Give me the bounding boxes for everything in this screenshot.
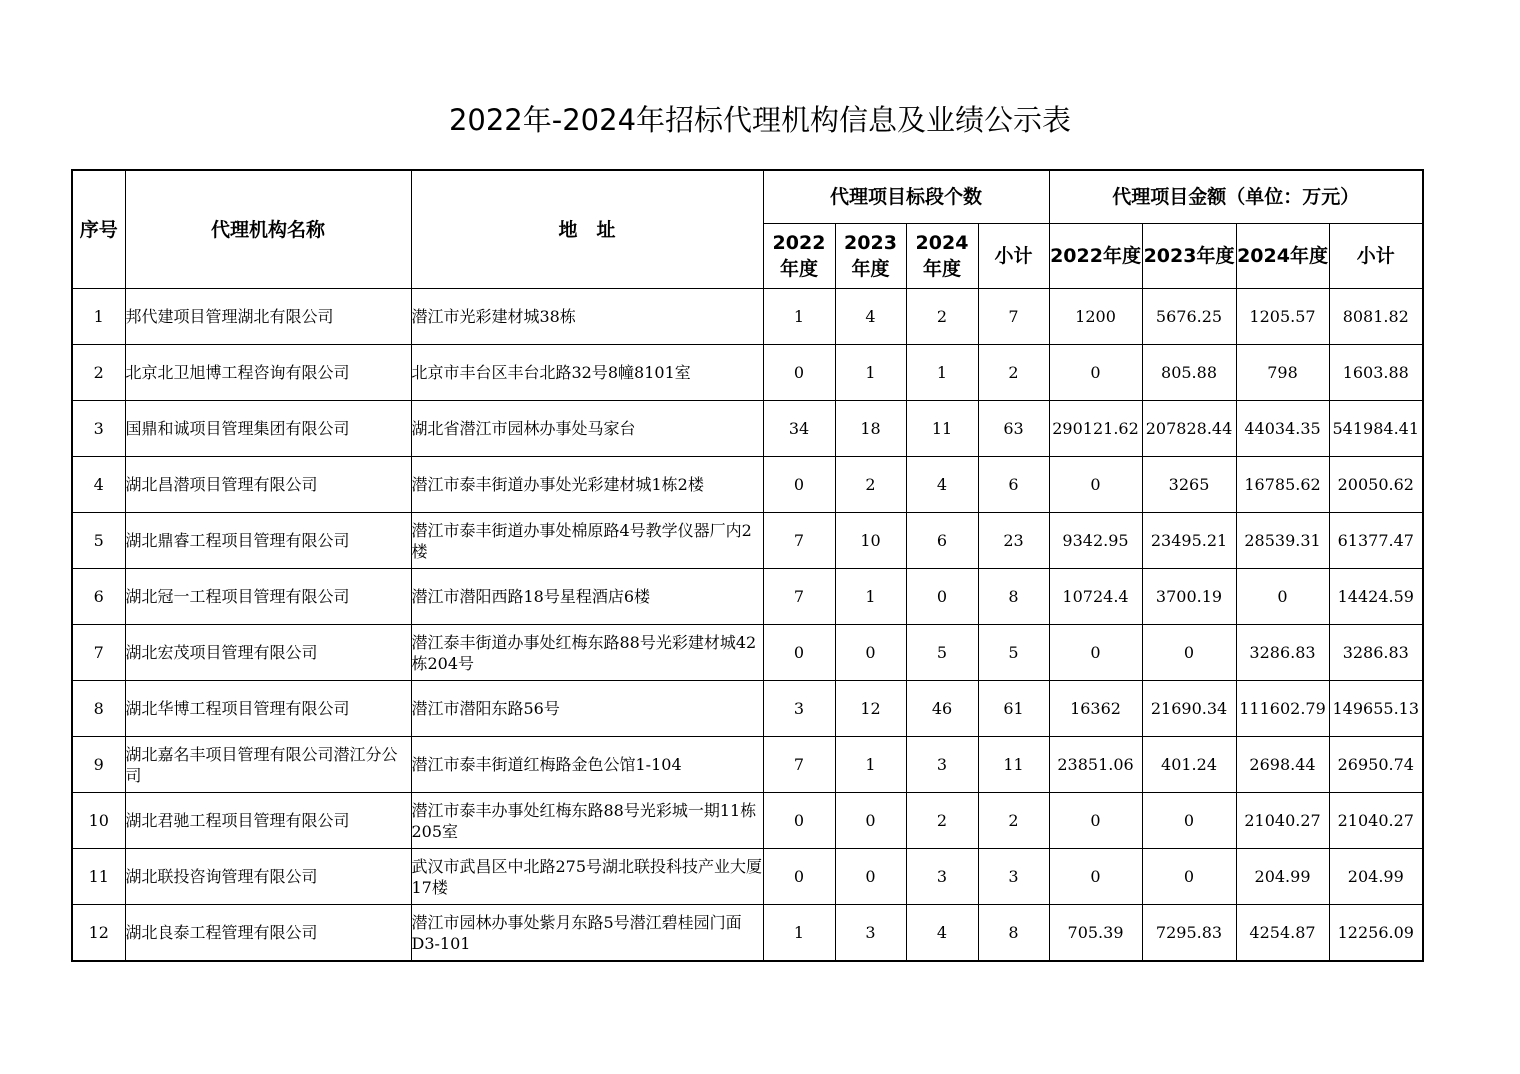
row-amount-2024: 2698.44: [1236, 737, 1329, 793]
header-count-2024: 2024年度: [906, 224, 978, 289]
row-amount-2022: 10724.4: [1049, 569, 1142, 625]
row-count-subtotal: 23: [978, 513, 1049, 569]
row-agency-name: 北京北卫旭博工程咨询有限公司: [125, 345, 411, 401]
row-count-2023: 1: [835, 345, 906, 401]
header-seq: 序号: [72, 170, 125, 289]
row-amount-2023: 5676.25: [1142, 289, 1236, 345]
row-count-2023: 18: [835, 401, 906, 457]
row-count-2023: 10: [835, 513, 906, 569]
row-agency-name: 湖北宏茂项目管理有限公司: [125, 625, 411, 681]
row-agency-name: 湖北联投咨询管理有限公司: [125, 849, 411, 905]
row-address: 潜江市光彩建材城38栋: [411, 289, 763, 345]
table-row: [72, 625, 1423, 681]
row-amount-2023: 207828.44: [1142, 401, 1236, 457]
table-row: [72, 345, 1423, 401]
row-seq: 2: [72, 345, 125, 401]
header-name: 代理机构名称: [125, 170, 411, 289]
row-amount-2022: 16362: [1049, 681, 1142, 737]
header-address: 地 址: [411, 170, 763, 289]
row-count-2024: 4: [906, 457, 978, 513]
row-agency-name: 湖北华博工程项目管理有限公司: [125, 681, 411, 737]
row-amount-2022: 0: [1049, 345, 1142, 401]
row-amount-subtotal: 26950.74: [1329, 737, 1423, 793]
row-seq: 8: [72, 681, 125, 737]
row-count-2023: 1: [835, 569, 906, 625]
row-seq: 10: [72, 793, 125, 849]
header-amount-2023: 2023年度: [1142, 224, 1236, 289]
row-seq: 11: [72, 849, 125, 905]
row-count-2024: 4: [906, 905, 978, 962]
row-amount-2024: 0: [1236, 569, 1329, 625]
row-count-2022: 1: [763, 289, 835, 345]
row-count-2023: 3: [835, 905, 906, 962]
row-amount-2023: 805.88: [1142, 345, 1236, 401]
row-count-2023: 12: [835, 681, 906, 737]
row-count-2023: 0: [835, 849, 906, 905]
row-count-2024: 6: [906, 513, 978, 569]
row-count-2024: 3: [906, 737, 978, 793]
row-address: 潜江市潜阳西路18号星程酒店6楼: [411, 569, 763, 625]
row-count-subtotal: 61: [978, 681, 1049, 737]
row-count-2022: 7: [763, 569, 835, 625]
row-count-2022: 7: [763, 513, 835, 569]
row-address: 武汉市武昌区中北路275号湖北联投科技产业大厦17楼: [411, 849, 763, 905]
table-row: [72, 737, 1423, 793]
row-seq: 5: [72, 513, 125, 569]
header-amount-2022: 2022年度: [1049, 224, 1142, 289]
row-amount-2024: 111602.79: [1236, 681, 1329, 737]
row-address: 湖北省潜江市园林办事处马家台: [411, 401, 763, 457]
row-amount-subtotal: 8081.82: [1329, 289, 1423, 345]
row-seq: 4: [72, 457, 125, 513]
row-seq: 7: [72, 625, 125, 681]
row-amount-subtotal: 149655.13: [1329, 681, 1423, 737]
row-count-subtotal: 8: [978, 905, 1049, 962]
row-count-2023: 0: [835, 625, 906, 681]
row-count-2022: 0: [763, 793, 835, 849]
row-count-2024: 1: [906, 345, 978, 401]
row-amount-2022: 9342.95: [1049, 513, 1142, 569]
row-agency-name: 湖北君驰工程项目管理有限公司: [125, 793, 411, 849]
row-address: 潜江泰丰街道办事处红梅东路88号光彩建材城42栋204号: [411, 625, 763, 681]
row-amount-subtotal: 14424.59: [1329, 569, 1423, 625]
table-row: [72, 289, 1423, 345]
row-count-2023: 1: [835, 737, 906, 793]
header-count-subtotal: 小计: [978, 224, 1049, 289]
row-amount-2024: 4254.87: [1236, 905, 1329, 962]
row-amount-2024: 204.99: [1236, 849, 1329, 905]
row-seq: 12: [72, 905, 125, 962]
row-seq: 1: [72, 289, 125, 345]
row-amount-2024: 44034.35: [1236, 401, 1329, 457]
row-count-2024: 11: [906, 401, 978, 457]
row-seq: 9: [72, 737, 125, 793]
row-amount-2022: 23851.06: [1049, 737, 1142, 793]
row-amount-subtotal: 1603.88: [1329, 345, 1423, 401]
row-amount-subtotal: 20050.62: [1329, 457, 1423, 513]
header-amount-2024: 2024年度: [1236, 224, 1329, 289]
row-amount-2023: 3700.19: [1142, 569, 1236, 625]
row-amount-2024: 28539.31: [1236, 513, 1329, 569]
row-amount-2023: 0: [1142, 849, 1236, 905]
row-agency-name: 湖北昌潜项目管理有限公司: [125, 457, 411, 513]
header-count-2023: 2023年度: [835, 224, 906, 289]
header-amount-subtotal: 小计: [1329, 224, 1423, 289]
row-amount-2022: 0: [1049, 849, 1142, 905]
row-amount-subtotal: 21040.27: [1329, 793, 1423, 849]
row-address: 潜江市泰丰办事处红梅东路88号光彩城一期11栋205室: [411, 793, 763, 849]
header-count-group: 代理项目标段个数: [763, 170, 1049, 224]
row-count-2022: 0: [763, 849, 835, 905]
row-count-2022: 3: [763, 681, 835, 737]
row-address: 潜江市泰丰街道红梅路金色公馆1-104: [411, 737, 763, 793]
row-count-2024: 0: [906, 569, 978, 625]
table-row: [72, 401, 1423, 457]
row-count-2024: 5: [906, 625, 978, 681]
row-count-2022: 0: [763, 625, 835, 681]
table-row: [72, 569, 1423, 625]
row-count-2023: 2: [835, 457, 906, 513]
row-count-subtotal: 5: [978, 625, 1049, 681]
row-count-2022: 34: [763, 401, 835, 457]
row-amount-subtotal: 3286.83: [1329, 625, 1423, 681]
row-count-subtotal: 2: [978, 345, 1049, 401]
row-address: 潜江市潜阳东路56号: [411, 681, 763, 737]
row-amount-subtotal: 204.99: [1329, 849, 1423, 905]
table-row: [72, 849, 1423, 905]
row-amount-2023: 0: [1142, 793, 1236, 849]
row-amount-2024: 16785.62: [1236, 457, 1329, 513]
row-agency-name: 湖北冠一工程项目管理有限公司: [125, 569, 411, 625]
row-count-2022: 0: [763, 457, 835, 513]
row-count-subtotal: 7: [978, 289, 1049, 345]
row-amount-2024: 3286.83: [1236, 625, 1329, 681]
agency-table: [71, 169, 1424, 962]
row-count-2022: 7: [763, 737, 835, 793]
row-count-2023: 4: [835, 289, 906, 345]
row-agency-name: 湖北鼎睿工程项目管理有限公司: [125, 513, 411, 569]
row-amount-2022: 1200: [1049, 289, 1142, 345]
row-count-2024: 46: [906, 681, 978, 737]
row-amount-2023: 23495.21: [1142, 513, 1236, 569]
row-amount-2024: 798: [1236, 345, 1329, 401]
page-title: 2022年-2024年招标代理机构信息及业绩公示表: [448, 103, 1072, 137]
row-amount-subtotal: 541984.41: [1329, 401, 1423, 457]
row-address: 潜江市园林办事处紫月东路5号潜江碧桂园门面D3-101: [411, 905, 763, 962]
table-row: [72, 457, 1423, 513]
row-agency-name: 国鼎和诚项目管理集团有限公司: [125, 401, 411, 457]
row-amount-2023: 21690.34: [1142, 681, 1236, 737]
row-count-subtotal: 2: [978, 793, 1049, 849]
row-amount-subtotal: 61377.47: [1329, 513, 1423, 569]
row-address: 潜江市泰丰街道办事处棉原路4号教学仪器厂内2楼: [411, 513, 763, 569]
row-amount-2022: 0: [1049, 457, 1142, 513]
row-agency-name: 邦代建项目管理湖北有限公司: [125, 289, 411, 345]
row-agency-name: 湖北良泰工程管理有限公司: [125, 905, 411, 962]
row-agency-name: 湖北嘉名丰项目管理有限公司潜江分公司: [125, 737, 411, 793]
row-seq: 6: [72, 569, 125, 625]
table-row: [72, 905, 1423, 962]
row-amount-2022: 705.39: [1049, 905, 1142, 962]
row-count-2022: 0: [763, 345, 835, 401]
row-count-subtotal: 8: [978, 569, 1049, 625]
table-row: [72, 513, 1423, 569]
header-amount-group: 代理项目金额（单位：万元）: [1049, 170, 1423, 224]
row-address: 潜江市泰丰街道办事处光彩建材城1栋2楼: [411, 457, 763, 513]
header-count-2022: 2022年度: [763, 224, 835, 289]
row-count-subtotal: 63: [978, 401, 1049, 457]
row-amount-2023: 0: [1142, 625, 1236, 681]
row-amount-2024: 21040.27: [1236, 793, 1329, 849]
row-amount-2023: 3265: [1142, 457, 1236, 513]
row-amount-2022: 0: [1049, 793, 1142, 849]
row-count-2024: 3: [906, 849, 978, 905]
row-count-subtotal: 11: [978, 737, 1049, 793]
row-amount-subtotal: 12256.09: [1329, 905, 1423, 962]
row-amount-2022: 290121.62: [1049, 401, 1142, 457]
row-count-2023: 0: [835, 793, 906, 849]
row-address: 北京市丰台区丰台北路32号8幢8101室: [411, 345, 763, 401]
row-count-2022: 1: [763, 905, 835, 962]
row-count-subtotal: 3: [978, 849, 1049, 905]
row-amount-2024: 1205.57: [1236, 289, 1329, 345]
table-row: [72, 793, 1423, 849]
row-count-2024: 2: [906, 289, 978, 345]
row-seq: 3: [72, 401, 125, 457]
row-count-2024: 2: [906, 793, 978, 849]
table-row: [72, 681, 1423, 737]
row-count-subtotal: 6: [978, 457, 1049, 513]
row-amount-2023: 7295.83: [1142, 905, 1236, 962]
row-amount-2023: 401.24: [1142, 737, 1236, 793]
row-amount-2022: 0: [1049, 625, 1142, 681]
